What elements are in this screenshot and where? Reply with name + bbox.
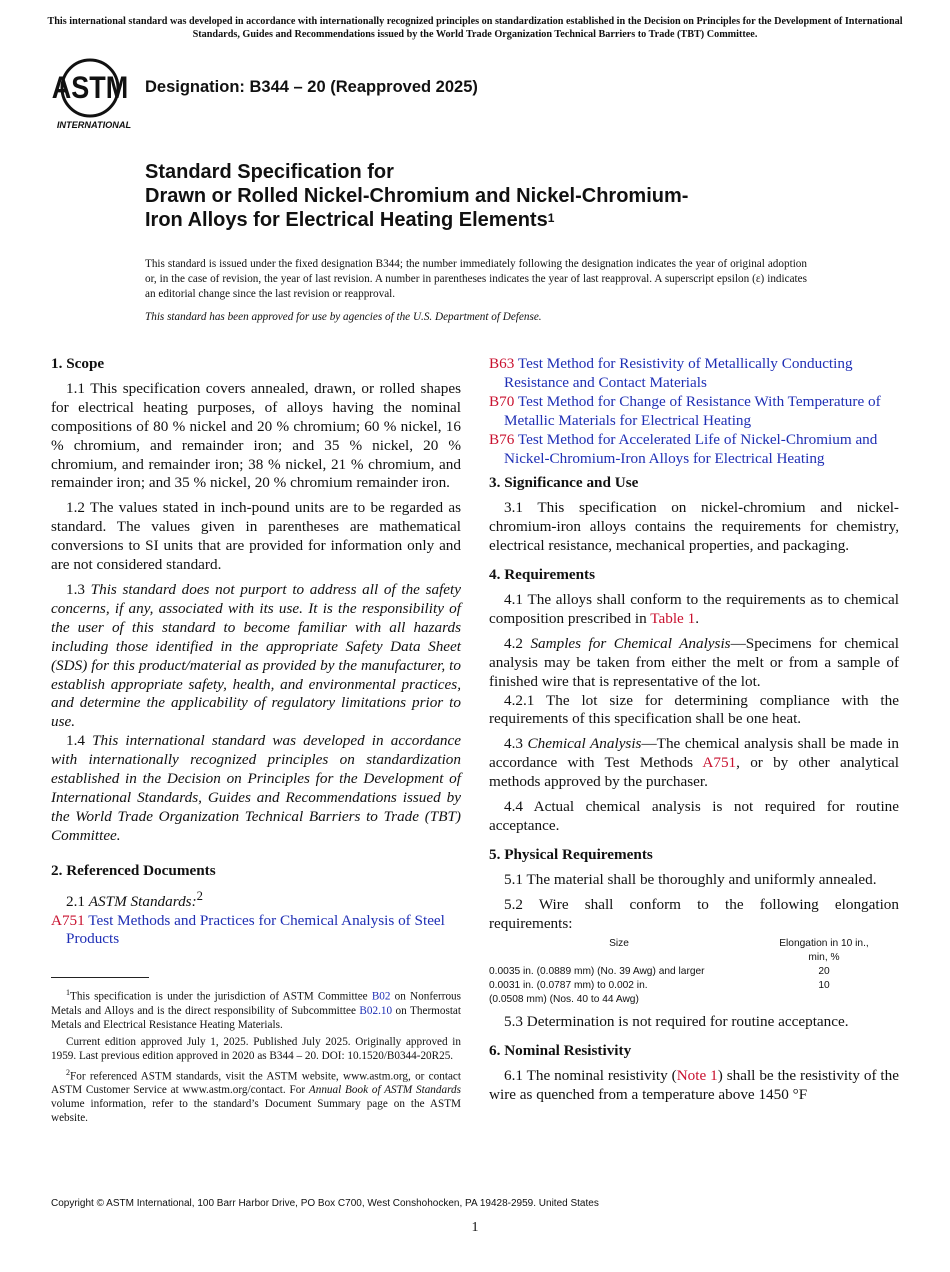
para-4-1-text: 4.1 The alloys shall conform to the requirements as to chemical composition prescribed in [489, 590, 899, 627]
ref-code[interactable]: B76 [489, 430, 515, 448]
b02-10-link[interactable]: B02.10 [359, 1004, 393, 1017]
para-4-2-1: 4.2.1 The lot size for determining compliance with the requirements of this specification shall be one heat. [489, 691, 899, 728]
para-1-3-num: 1.3 [66, 580, 85, 598]
title-line3: Iron Alloys for Electrical Heating Elements [145, 209, 548, 231]
footnote-1-mid: on Nonferrous Metals and Alloys and is the direct responsibility of Subcommittee [51, 990, 462, 1017]
para-6-1-text: 6.1 The nominal resistivity ( [504, 1067, 677, 1085]
tbt-notice: This international standard was developed in accordance with internationally recognized principles on standardization established in the Decision on Principles for the Development of International Standards, Guides and Recommendations issued by the World Trade Organization Technical Barriers to Trade (TBT) Committee. [47, 16, 903, 40]
cell-size: 0.0035 in. (0.0889 mm) (No. 39 Awg) and larger [489, 966, 705, 978]
ref-code[interactable]: B70 [489, 392, 515, 410]
ref-code[interactable]: A751 [51, 911, 85, 929]
copyright: Copyright © ASTM International, 100 Barr Harbor Drive, PO Box C700, West Conshohocken, PA 19428-2959. United States [51, 1198, 599, 1209]
section-refdocs-heading: 2. Referenced Documents [51, 861, 216, 879]
cell-elongation: 10 [818, 980, 830, 992]
para-1-3 [51, 581, 461, 732]
para-4-2 [489, 635, 899, 692]
cell-size [489, 979, 749, 1007]
footnote-1-text: This specification is under the jurisdiction of ASTM Committee [70, 990, 372, 1003]
footnotes [51, 986, 461, 1128]
para-1-1: 1.1 This specification covers annealed, drawn, or rolled shapes for electrical heating purposes, of alloys having the nominal compositions of 80 % nickel and 20 % chromium; 60 % nickel, 16 % chromium, and remainder iron; and 35 % nickel, 20 % chromium, and remainder iron; 38 % nickel, 21 % chromium, and remainder iron; and 35 % nickel, 20 % chromium remainder iron. [51, 379, 461, 492]
table-1-link[interactable]: Table 1 [650, 609, 696, 627]
col-header-elongation [749, 937, 899, 965]
footnote-2-text: For referenced ASTM standards, visit the ASTM website, www.astm.org, or contact ASTM Customer Service at www.astm.org/contact. For [51, 1070, 461, 1097]
para-6-1-end: ) shall be the resistivity of the wire as quenched from a temperature above 1450 °F [489, 1067, 899, 1104]
table-row [489, 965, 899, 979]
para-4-2-num: 4.2 [504, 634, 523, 652]
title-footnote-mark: 1 [547, 211, 555, 225]
title-line2: Drawn or Rolled Nickel-Chromium and Nickel-Chromium- [145, 185, 689, 207]
elongation-table [489, 937, 899, 1007]
dod-statement: This standard has been approved for use by agencies of the U.S. Department of Defense. [145, 311, 542, 323]
para-4-1-end: . [695, 609, 699, 627]
para-4-2-label: Samples for Chemical Analysis [530, 634, 731, 652]
col-header-size: Size [609, 938, 629, 950]
ref-item-b63[interactable] [489, 355, 899, 393]
right-column [489, 355, 899, 1111]
cell-size-line2: (0.0508 mm) (Nos. 40 to 44 Awg) [489, 994, 639, 1006]
designation: Designation: B344 – 20 (Reapproved 2025) [145, 78, 478, 96]
section-physical-heading: 5. Physical Requirements [489, 845, 653, 863]
footnote-1 [51, 986, 461, 1032]
para-5-2: 5.2 Wire shall conform to the following elongation requirements: [489, 895, 899, 932]
col-header-elongation-line1: Elongation in 10 in., [779, 938, 869, 950]
section-requirements-heading: 4. Requirements [489, 566, 596, 584]
para-5-3: 5.3 Determination is not required for routine acceptance. [504, 1013, 849, 1031]
footnote-1-mark: 1 [66, 988, 70, 997]
para-4-1 [489, 591, 899, 629]
para-1-4 [51, 732, 461, 845]
para-1-3-text: This standard does not purport to address all of the safety concerns, if any, associated with its use. It is the responsibility of the user of this standard to become familiar with all hazards including those identified in the appropriate Safety Data Sheet (SDS) for this product/material as provided by the manufacturer, to establish appropriate safety, health, and environmental practices, and determine the applicability of regulatory limitations prior to use. [51, 580, 462, 731]
para-2-1-mark: 2 [196, 888, 203, 903]
ref-item-a751[interactable] [51, 912, 461, 950]
footnote-1-edition: Current edition approved July 1, 2025. Published July 2025. Originally approved in 1959. Last previous edition approved in 2020 as B344 – 20. DOI: 10.1520/B0344-20R25. [51, 1035, 461, 1062]
para-4-3-num: 4.3 [504, 735, 523, 753]
para-5-1: 5.1 The material shall be thoroughly and uniformly annealed. [504, 870, 877, 888]
para-1-2: 1.2 The values stated in inch-pound units are to be regarded as standard. The values given in parentheses are mathematical conversions to SI units that are provided for information only and are not considered standard. [51, 499, 461, 574]
note-1-link[interactable]: Note 1 [676, 1067, 718, 1085]
logo-subtext: INTERNATIONAL [56, 120, 132, 130]
para-3-1: 3.1 This specification on nickel-chromium and nickel-chromium-iron alloys contains the requirements for chemistry, electrical resistance, mechanical properties, and packaging. [489, 499, 899, 555]
issuance-statement: This standard is issued under the fixed designation B344; the number immediately following the designation indicates the year of original adoption or, in the case of revision, the year of last revision. A number in parentheses indicates the year of last reapproval. A superscript epsilon (ε) indicates an editorial change since the last revision or reapproval. [145, 258, 807, 300]
cell-size-line1: 0.0031 in. (0.0787 mm) to 0.002 in. [489, 980, 648, 992]
a751-link[interactable]: A751 [702, 754, 737, 772]
page-number: 1 [471, 1220, 479, 1235]
ref-item-b70[interactable] [489, 393, 899, 431]
footnote-2-end: volume information, refer to the standard’s Document Summary page on the ASTM website. [51, 1098, 461, 1125]
cell-elongation: 20 [818, 966, 830, 978]
para-4-3-text: —The chemical analysis shall be made in accordance with Test Methods [489, 735, 900, 772]
b02-link[interactable]: B02 [371, 990, 391, 1003]
section-significance-heading: 3. Significance and Use [489, 474, 639, 492]
footnote-2-mark: 2 [66, 1067, 70, 1077]
footnote-1-end: on Thermostat Metals and Electrical Resistance Heating Materials. [51, 1004, 461, 1031]
ref-title[interactable]: Test Method for Change of Resistance With Temperature of Metallic Materials for Electrical Heating [504, 392, 881, 429]
para-4-3-end: , or by other analytical methods approved by the purchaser. [489, 754, 900, 791]
para-4-3 [489, 735, 899, 792]
ref-title[interactable]: Test Methods and Practices for Chemical Analysis of Steel Products [66, 911, 445, 948]
left-column [51, 355, 461, 949]
section-resistivity-heading: 6. Nominal Resistivity [489, 1042, 632, 1060]
para-4-3-label: Chemical Analysis [527, 735, 642, 753]
ref-title[interactable]: Test Method for Accelerated Life of Nickel-Chromium and Nickel-Chromium-Iron Alloys for Electrical Heating [504, 430, 878, 467]
ref-item-b76[interactable] [489, 431, 899, 469]
footnote-2 [51, 1066, 461, 1126]
para-6-1 [489, 1067, 899, 1105]
logo-text: ASTM [52, 71, 129, 106]
para-4-4: 4.4 Actual chemical analysis is not required for routine acceptance. [489, 798, 899, 834]
astm-logo [52, 58, 136, 134]
para-1-4-num: 1.4 [66, 732, 85, 750]
para-2-1-label: ASTM Standards: [88, 892, 197, 910]
title-line1: Standard Specification for [145, 161, 394, 183]
col-header-elongation-line2: min, % [808, 952, 840, 964]
table-row [489, 979, 899, 1007]
ref-code[interactable]: B63 [489, 355, 515, 372]
para-1-4-text: This international standard was developed in accordance with internationally recognized principles on standardization established in the Decision on Principles for the Development of International Standards, Guides and Recommendations issued by the World Trade Organization Technical Barriers to Trade (TBT) Committee. [51, 732, 462, 844]
para-2-1 [51, 887, 461, 912]
ref-title[interactable]: Test Method for Resistivity of Metallically Conducting Resistance and Contact Materials [504, 355, 853, 391]
footnote-2-italic: Annual Book of ASTM Standards [308, 1084, 461, 1097]
para-2-1-num: 2.1 [66, 892, 85, 910]
document-title [145, 160, 845, 232]
section-scope-heading: 1. Scope [51, 355, 105, 372]
footnote-divider [51, 977, 149, 978]
para-4-2-text: —Specimens for chemical analysis may be taken from either the melt or from a sample of finished wire that is representative of the lot. [489, 634, 900, 690]
